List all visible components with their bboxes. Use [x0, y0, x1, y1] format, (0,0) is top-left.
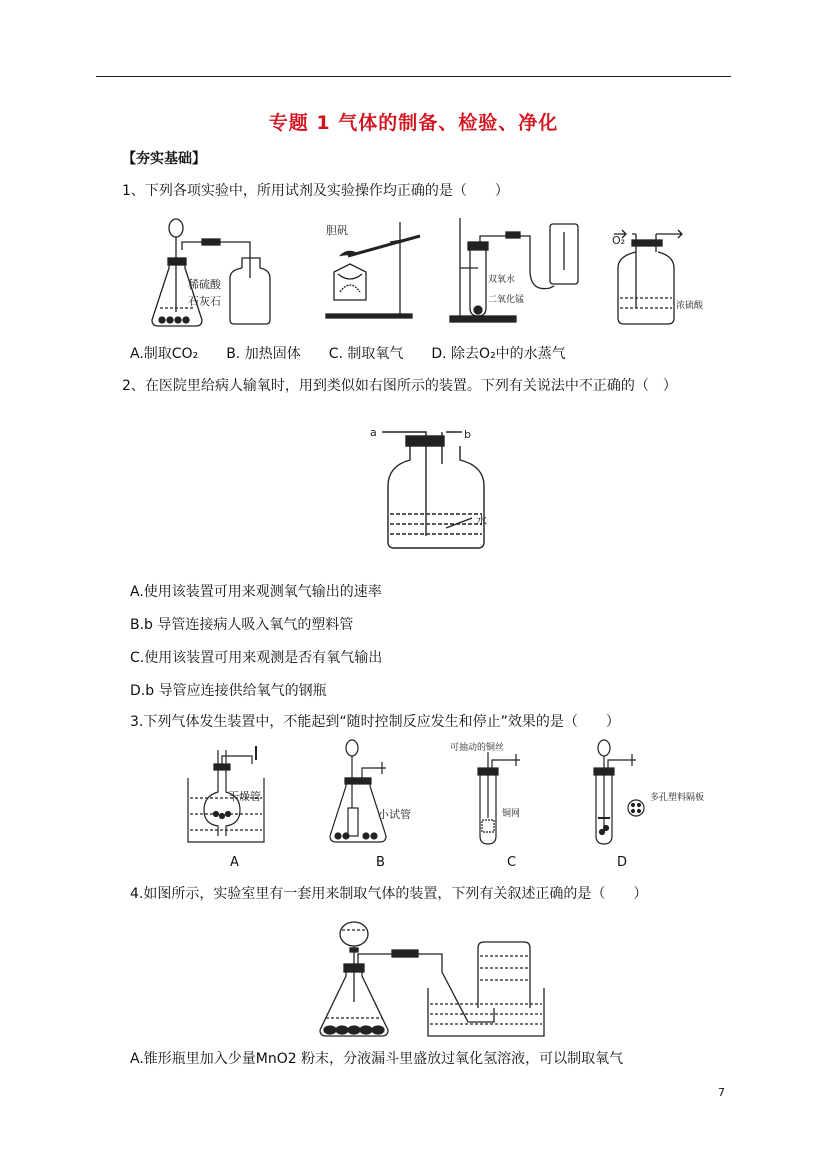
q1-label-d1: 浓硫酸: [676, 301, 704, 311]
q2-label-water: 水: [476, 514, 487, 527]
q1-label-a1: 稀硫酸: [188, 278, 221, 291]
q2-apparatus-figure: [366, 416, 506, 556]
q3-fig-b: [330, 740, 411, 842]
q3-caption-b: B: [376, 855, 385, 870]
q1-label-c1: 双氧水: [488, 275, 516, 285]
page-title: 专题 1 气体的制备、检验、净化: [268, 112, 559, 134]
header-rule: [96, 76, 731, 77]
q3-caption-c: C: [507, 855, 517, 870]
q3-label-c1: 可抽动的铜丝: [450, 743, 505, 753]
q1-apparatus-figure: [140, 212, 704, 337]
q1-fig-c: [450, 218, 578, 322]
q1-options: A.制取CO₂ B. 加热固体 C. 制取氧气 D. 除去O₂中的水蒸气: [130, 346, 566, 362]
q1-stem: 1、下列各项实验中，所用试剂及实验操作均正确的是（ ）: [122, 183, 509, 199]
q3-label-d1: 多孔塑料隔板: [650, 793, 705, 803]
q2-option-c: C.使用该装置可用来观测是否有氧气输出: [130, 650, 383, 666]
q3-caption-d: D: [617, 855, 628, 870]
q3-fig-c: [450, 741, 520, 844]
q3-caption-a: A: [230, 855, 239, 870]
q3-apparatus-figure: [180, 738, 705, 850]
q3-label-a1: 干燥管: [228, 790, 261, 803]
q2-stem: 2、在医院里给病人输氧时，用到类似如右图所示的装置。下列有关说法中不正确的（ ）: [122, 378, 677, 394]
q3-label-b1: 小试管: [378, 808, 411, 821]
q2-option-a: A.使用该装置可用来观测氧气输出的速率: [130, 584, 382, 600]
q1-fig-a: [152, 219, 270, 326]
section-heading: 【夯实基础】: [122, 151, 206, 167]
q3-fig-d: [594, 740, 704, 844]
q2-label-a: a: [370, 426, 377, 439]
q2-option-b: B.b 导管连接病人吸入氧气的塑料管: [130, 617, 354, 633]
q1-label-a2: 石灰石: [188, 295, 221, 308]
q1-label-d-gas: O₂: [612, 234, 626, 247]
q1-fig-d: [612, 230, 704, 324]
q1-label-c2: 二氧化锰: [488, 295, 525, 305]
q3-stem: 3.下列气体发生装置中，不能起到“随时控制反应发生和停止”效果的是（ ）: [130, 714, 620, 730]
q3-label-c2: 铜网: [502, 809, 521, 819]
q1-fig-b: [326, 222, 420, 318]
page-number: 7: [718, 1086, 725, 1099]
q4-stem: 4.如图所示，实验室里有一套用来制取气体的装置，下列有关叙述正确的是（ ）: [130, 886, 648, 902]
q2-label-b: b: [464, 428, 471, 441]
q4-apparatus-figure: [312, 912, 552, 1042]
q3-fig-a: [188, 746, 264, 842]
q4-option-a: A.锥形瓶里加入少量MnO2 粉末，分液漏斗里盛放过氧化氢溶液，可以制取氧气: [130, 1051, 624, 1067]
q2-option-d: D.b 导管应连接供给氧气的钢瓶: [130, 683, 327, 699]
q1-label-b1: 胆矾: [326, 224, 348, 237]
